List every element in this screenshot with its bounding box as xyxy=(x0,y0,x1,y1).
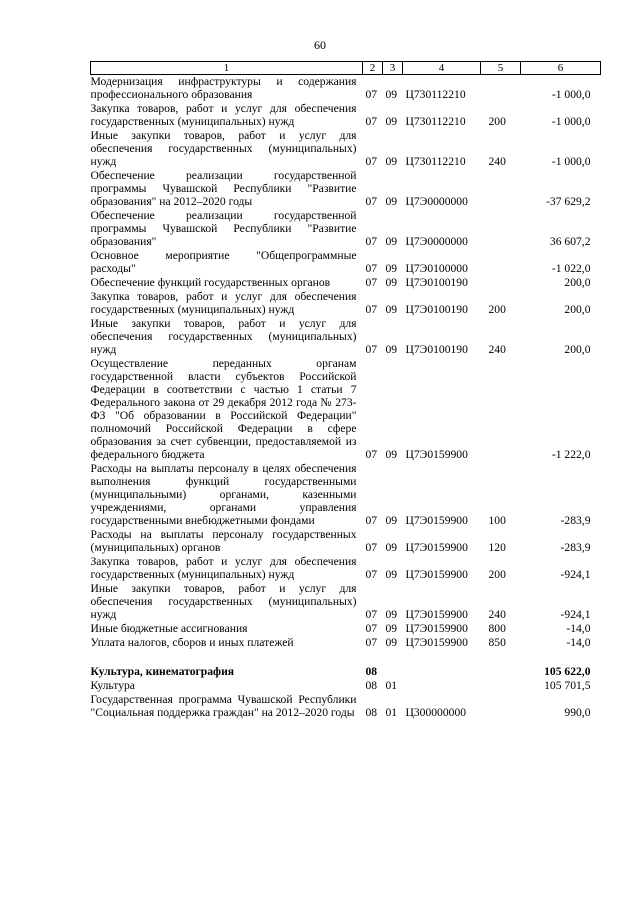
row-target-item: Ц7Э0159900 xyxy=(405,568,468,581)
row-target-item xyxy=(403,665,481,679)
row-subsection: 09 xyxy=(385,343,398,356)
row-name: Расходы на выплаты персоналу в целях обеспечения выполнения функций государственными (муниципальными) органами, казенными учреждениями, органами управления государственными внебюджетными фондами xyxy=(90,462,357,527)
column-header-section: 2 xyxy=(363,62,383,75)
row-amount: 200,0 xyxy=(564,303,591,316)
row-target-item: Ц300000000 xyxy=(405,706,467,719)
table-row xyxy=(91,357,601,462)
row-subsection: 09 xyxy=(385,608,398,621)
row-target-item: Ц7Э0000000 xyxy=(405,235,468,248)
row-target-item: Ц7Э0000000 xyxy=(405,195,468,208)
row-target-item: Ц7Э0100190 xyxy=(405,303,468,316)
row-target-item xyxy=(403,679,481,693)
row-target-item: Ц7Э0100000 xyxy=(405,262,468,275)
row-subsection: 09 xyxy=(385,303,398,316)
table-row xyxy=(91,693,601,720)
column-header-name: 1 xyxy=(91,62,363,75)
row-name: Культура, кинематография xyxy=(90,665,235,678)
row-amount: -924,1 xyxy=(560,608,591,621)
row-amount: -1 022,0 xyxy=(551,262,591,275)
row-amount: 36 607,2 xyxy=(549,235,591,248)
row-section: 07 xyxy=(365,262,378,275)
row-section: 07 xyxy=(365,276,378,289)
row-section: 07 xyxy=(365,235,378,248)
row-subsection: 09 xyxy=(385,235,398,248)
row-name: Основное мероприятие "Общепрограммные расходы" xyxy=(90,249,357,275)
row-target-item: Ц7Э0159900 xyxy=(405,541,468,554)
row-amount: -283,9 xyxy=(560,541,591,554)
spacer-cell xyxy=(91,650,601,665)
row-expense-type xyxy=(481,209,521,249)
row-amount: -283,9 xyxy=(560,514,591,527)
row-subsection: 09 xyxy=(385,448,398,461)
row-section: 08 xyxy=(365,679,378,692)
row-target-item: Ц730112210 xyxy=(405,115,466,128)
row-expense-type xyxy=(481,75,521,103)
table-row xyxy=(91,528,601,555)
table-row xyxy=(91,102,601,129)
row-name: Обеспечение функций государственных органов xyxy=(90,276,331,289)
row-expense-type: 240 xyxy=(488,155,506,168)
row-section: 07 xyxy=(365,622,378,635)
row-name: Обеспечение реализации государственной программы Чувашской Республики "Развитие образования" на 2012–2020 годы xyxy=(90,169,357,208)
row-target-item: Ц7Э0159900 xyxy=(405,448,468,461)
row-name: Закупка товаров, работ и услуг для обеспечения государственных (муниципальных) нужд xyxy=(90,290,357,316)
row-expense-type xyxy=(481,679,521,693)
table-row xyxy=(91,636,601,650)
row-expense-type: 120 xyxy=(488,541,506,554)
row-expense-type: 800 xyxy=(488,622,506,635)
row-subsection xyxy=(383,665,403,679)
row-subsection: 09 xyxy=(385,568,398,581)
row-target-item: Ц7Э0159900 xyxy=(405,622,468,635)
row-subsection: 09 xyxy=(385,88,398,101)
row-section: 08 xyxy=(365,706,378,719)
row-amount: 200,0 xyxy=(564,343,591,356)
row-name: Закупка товаров, работ и услуг для обеспечения государственных (муниципальных) нужд xyxy=(90,555,357,581)
row-name: Обеспечение реализации государственной программы Чувашской Республики "Развитие образования" xyxy=(90,209,357,248)
row-subsection: 01 xyxy=(385,679,398,692)
row-name: Иные закупки товаров, работ и услуг для обеспечения государственных (муниципальных) нужд xyxy=(90,129,357,168)
row-subsection: 01 xyxy=(385,706,398,719)
row-name: Иные закупки товаров, работ и услуг для обеспечения государственных (муниципальных) нужд xyxy=(90,582,357,621)
column-header-target-item: 4 xyxy=(403,62,481,75)
row-target-item: Ц7Э0159900 xyxy=(405,608,468,621)
table-row xyxy=(91,169,601,209)
row-section: 07 xyxy=(365,636,378,649)
row-amount: -1 000,0 xyxy=(551,88,591,101)
row-section: 07 xyxy=(365,88,378,101)
row-section: 07 xyxy=(365,541,378,554)
row-expense-type xyxy=(481,357,521,462)
row-target-item: Ц7Э0159900 xyxy=(405,514,468,527)
row-expense-type xyxy=(481,665,521,679)
row-amount: 200,0 xyxy=(564,276,591,289)
table-row xyxy=(91,582,601,622)
table-row xyxy=(91,555,601,582)
row-name: Иные закупки товаров, работ и услуг для обеспечения государственных (муниципальных) нужд xyxy=(90,317,357,356)
row-amount: -37 629,2 xyxy=(546,195,591,208)
column-header-subsection: 3 xyxy=(383,62,403,75)
row-subsection: 09 xyxy=(385,115,398,128)
row-name: Иные бюджетные ассигнования xyxy=(90,622,248,635)
row-amount: -924,1 xyxy=(560,568,591,581)
table-row xyxy=(91,462,601,528)
row-section: 07 xyxy=(365,115,378,128)
row-amount: -14,0 xyxy=(566,622,591,635)
table-row xyxy=(91,75,601,103)
row-section: 07 xyxy=(365,303,378,316)
row-expense-type xyxy=(481,693,521,720)
column-header-expense-type: 5 xyxy=(481,62,521,75)
row-subsection: 09 xyxy=(385,195,398,208)
table-header-row xyxy=(91,62,601,75)
row-expense-type: 100 xyxy=(488,514,506,527)
row-expense-type xyxy=(481,169,521,209)
row-expense-type: 240 xyxy=(488,343,506,356)
table-row xyxy=(91,290,601,317)
row-name: Закупка товаров, работ и услуг для обеспечения государственных (муниципальных) нужд xyxy=(90,102,357,128)
row-expense-type: 200 xyxy=(488,115,506,128)
row-section: 07 xyxy=(365,448,378,461)
row-section: 07 xyxy=(365,343,378,356)
row-name: Государственная программа Чувашской Республики "Социальная поддержка граждан" на 2012–2020 годы xyxy=(90,693,357,719)
table-row xyxy=(91,276,601,290)
row-target-item: Ц730112210 xyxy=(405,155,466,168)
row-expense-type: 850 xyxy=(488,636,506,649)
table-row xyxy=(91,665,601,679)
row-expense-type xyxy=(481,249,521,276)
row-subsection: 09 xyxy=(385,155,398,168)
row-target-item: Ц7Э0100190 xyxy=(405,276,468,289)
row-name: Уплата налогов, сборов и иных платежей xyxy=(90,636,294,649)
column-header-amount: 6 xyxy=(521,62,601,75)
row-subsection: 09 xyxy=(385,276,398,289)
row-subsection: 09 xyxy=(385,541,398,554)
row-subsection: 09 xyxy=(385,622,398,635)
table-body xyxy=(91,75,601,721)
row-expense-type: 200 xyxy=(488,568,506,581)
row-expense-type xyxy=(481,276,521,290)
row-target-item: Ц730112210 xyxy=(405,88,466,101)
table-row xyxy=(91,129,601,169)
row-amount: -1 222,0 xyxy=(551,448,591,461)
page-number: 60 xyxy=(314,38,326,52)
row-subsection: 09 xyxy=(385,636,398,649)
table-row xyxy=(91,622,601,636)
spacer-row xyxy=(91,650,601,665)
row-amount: 105 701,5 xyxy=(544,679,591,692)
row-section: 07 xyxy=(365,568,378,581)
table-row xyxy=(91,679,601,693)
row-subsection: 09 xyxy=(385,262,398,275)
row-name: Модернизация инфраструктуры и содержания профессионального образования xyxy=(90,75,357,101)
row-name: Расходы на выплаты персоналу государственных (муниципальных) органов xyxy=(90,528,357,554)
row-section: 08 xyxy=(365,665,378,678)
row-expense-type: 240 xyxy=(488,608,506,621)
table-row xyxy=(91,317,601,357)
row-section: 07 xyxy=(365,514,378,527)
row-subsection: 09 xyxy=(385,514,398,527)
row-name: Осуществление переданных органам государственной власти субъектов Российской Федерации в соответствии с частью 1 статьи 7 Федерального закона от 29 декабря 2012 года № 273-ФЗ "Об образовании в Российской Федерации" полномочий Российской Федерации в сфере образования за счет субвенции, предоставляемой из федерального бюджета xyxy=(90,357,357,461)
row-target-item: Ц7Э0159900 xyxy=(405,636,468,649)
table-row xyxy=(91,249,601,276)
row-expense-type: 200 xyxy=(488,303,506,316)
row-section: 07 xyxy=(365,155,378,168)
row-amount: -1 000,0 xyxy=(551,115,591,128)
row-amount: -14,0 xyxy=(566,636,591,649)
row-target-item: Ц7Э0100190 xyxy=(405,343,468,356)
table-row xyxy=(91,209,601,249)
row-amount: 105 622,0 xyxy=(544,665,591,678)
row-amount: -1 000,0 xyxy=(551,155,591,168)
row-section: 07 xyxy=(365,195,378,208)
row-name: Культура xyxy=(90,679,135,692)
row-section: 07 xyxy=(365,608,378,621)
row-amount: 990,0 xyxy=(564,706,591,719)
budget-table xyxy=(90,61,601,720)
